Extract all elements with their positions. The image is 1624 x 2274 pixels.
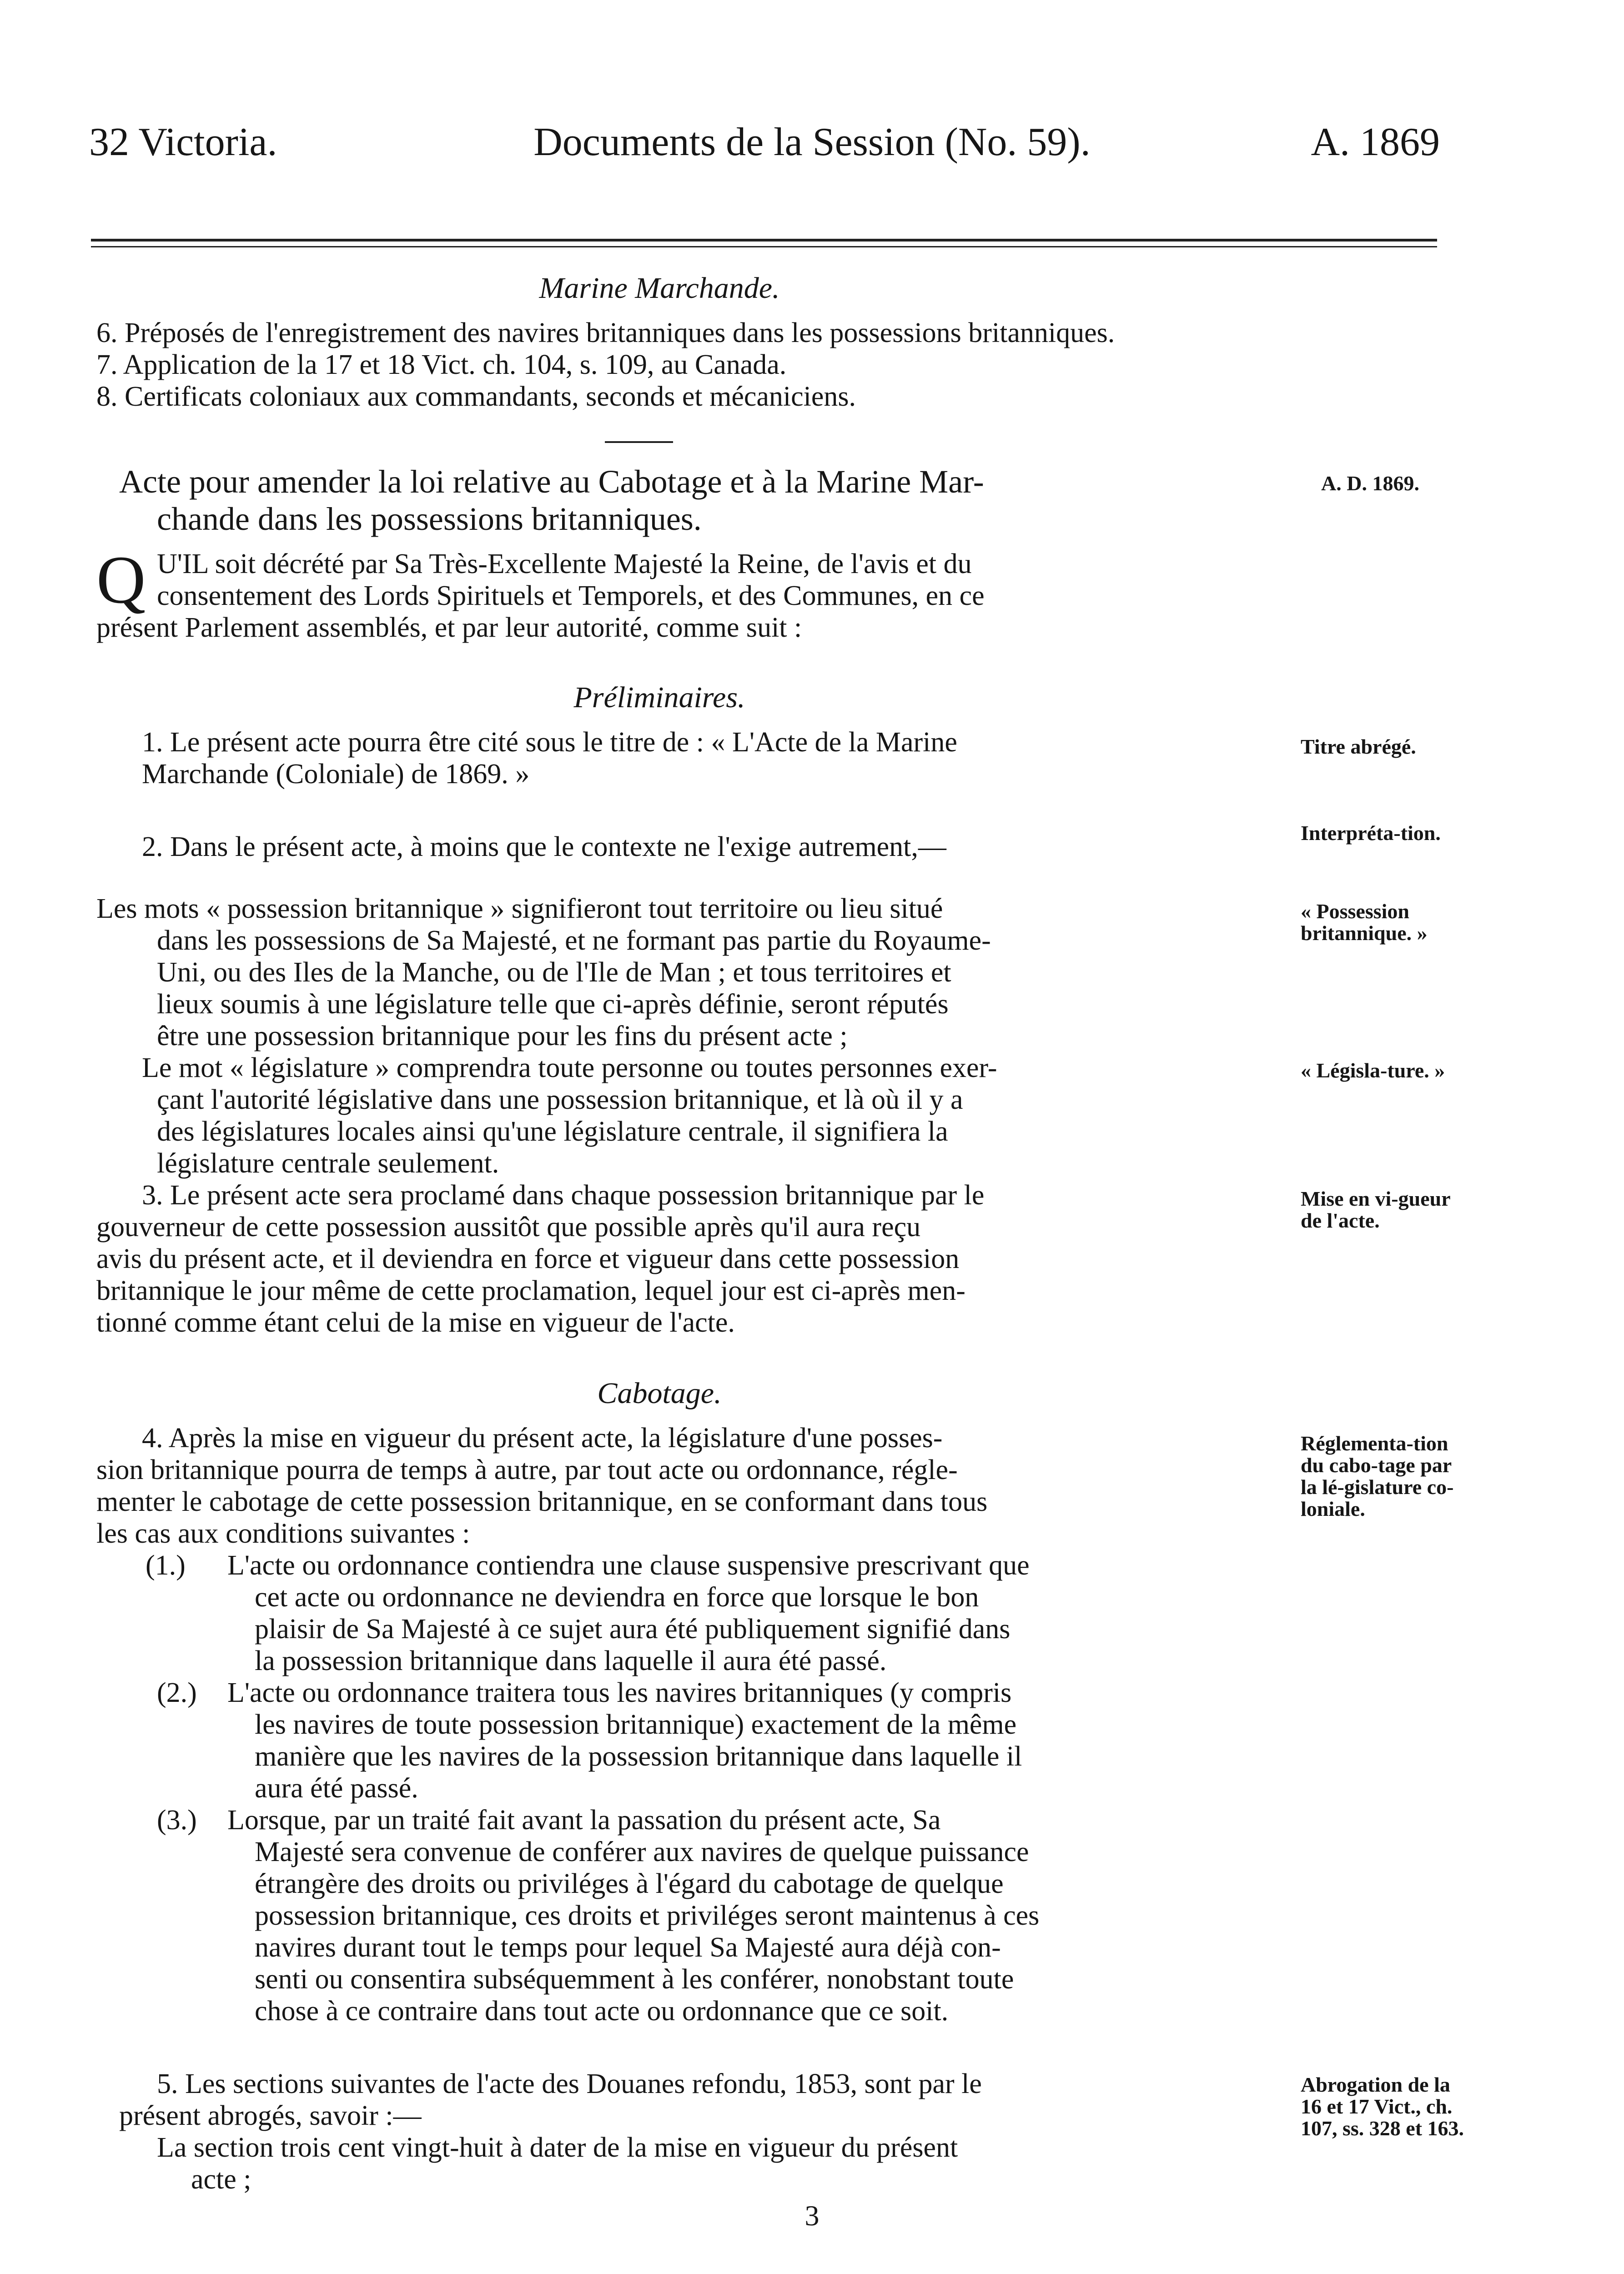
- condition-line: navires durant tout le temps pour lequel Sa Majesté aura déjà con-: [255, 1932, 1001, 1963]
- condition-line: L'acte ou ordonnance traitera tous les navires britanniques (y compris: [227, 1677, 1012, 1708]
- section-1-line: 1. Le présent acte pourra être cité sous le titre de : « L'Acte de la Marine: [142, 727, 957, 758]
- condition-line: Lorsque, par un traité fait avant la passation du présent acte, Sa: [227, 1805, 941, 1836]
- section-4-line: les cas aux conditions suivantes :: [96, 1518, 470, 1549]
- header-session-year: 32 Victoria.: [89, 120, 277, 164]
- definition-line: des législatures locales ainsi qu'une législature centrale, il signifiera la: [157, 1116, 948, 1147]
- section-4-line: sion britannique pourra de temps à autre, par tout acte ou ordonnance, régle-: [96, 1454, 958, 1485]
- condition-line: plaisir de Sa Majesté à ce sujet aura été publiquement signifié dans: [255, 1614, 1011, 1645]
- list-item: 7. Application de la 17 et 18 Vict. ch. 104, s. 109, au Canada.: [96, 349, 787, 380]
- condition-line: chose à ce contraire dans tout acte ou ordonnance que ce soit.: [255, 1996, 949, 2027]
- definition-line: Le mot « législature » comprendra toute personne ou toutes personnes exer-: [142, 1052, 997, 1083]
- margin-note-interpretation: Interpréta-tion.: [1301, 821, 1441, 845]
- margin-note-regulation: Réglementa-tion du cabo-tage par la lé-gislature co-loniale.: [1301, 1432, 1454, 1520]
- section-4-line: 4. Après la mise en vigueur du présent acte, la législature d'une posses-: [142, 1423, 943, 1454]
- margin-note-short-title: Titre abrégé.: [1301, 735, 1416, 758]
- header-rule-thin: [91, 246, 1437, 247]
- section-5-line: 5. Les sections suivantes de l'acte des Douanes refondu, 1853, sont par le: [157, 2068, 982, 2099]
- section-3-line: britannique le jour même de cette proclamation, lequel jour est ci-après men-: [96, 1275, 965, 1306]
- condition-line: aura été passé.: [255, 1773, 418, 1804]
- condition-line: Majesté sera convenue de conférer aux navires de quelque puissance: [255, 1836, 1029, 1867]
- section-3-line: 3. Le présent acte sera proclamé dans chaque possession britannique par le: [142, 1180, 985, 1211]
- definition-line: législature centrale seulement.: [157, 1148, 499, 1179]
- enactment-line: présent Parlement assemblés, et par leur autorité, comme suit :: [96, 612, 802, 643]
- condition-line: possession britannique, ces droits et priviléges seront maintenus à ces: [255, 1900, 1040, 1931]
- definition-line: Les mots « possession britannique » signifieront tout territoire ou lieu situé: [96, 893, 943, 924]
- condition-line: la possession britannique dans laquelle il aura été passé.: [255, 1645, 887, 1676]
- header-rule-thick: [91, 239, 1437, 241]
- condition-line: étrangère des droits ou priviléges à l'égard du cabotage de quelque: [255, 1868, 1004, 1899]
- margin-note-possession: « Possession britannique. »: [1301, 900, 1428, 945]
- condition-line: cet acte ou ordonnance ne deviendra en force que lorsque le bon: [255, 1582, 979, 1613]
- definition-line: lieux soumis à une législature telle que ci-après définie, seront réputés: [157, 989, 949, 1020]
- definition-line: dans les possessions de Sa Majesté, et ne formant pas partie du Royaume-: [157, 925, 991, 956]
- section-5-line: présent abrogés, savoir :—: [119, 2100, 422, 2131]
- drop-cap: Q: [96, 542, 146, 618]
- section-heading-marine: Marine Marchande.: [539, 272, 780, 305]
- margin-note-legislature: « Législa-ture. »: [1301, 1059, 1445, 1082]
- condition-line: manière que les navires de la possession britannique dans laquelle il: [255, 1741, 1022, 1772]
- section-heading-cabotage: Cabotage.: [597, 1377, 722, 1410]
- enactment-line: consentement des Lords Spirituels et Temporels, et des Communes, en ce: [157, 580, 985, 611]
- section-5-line: La section trois cent vingt-huit à dater de la mise en vigueur du présent: [157, 2132, 958, 2163]
- list-item: 6. Préposés de l'enregistrement des navires britanniques dans les possessions britanniques.: [96, 317, 1115, 348]
- separator: [605, 441, 673, 443]
- section-3-line: tionné comme étant celui de la mise en vigueur de l'acte.: [96, 1307, 735, 1338]
- margin-note-repeal: Abrogation de la 16 et 17 Vict., ch. 107, ss. 328 et 163.: [1301, 2073, 1464, 2140]
- definition-line: être une possession britannique pour les fins du présent acte ;: [157, 1021, 848, 1051]
- condition-line: senti ou consentira subséquemment à les conférer, nonobstant toute: [255, 1964, 1014, 1995]
- header-document-title: Documents de la Session (No. 59).: [533, 120, 1091, 164]
- condition-number: (3.): [157, 1805, 197, 1836]
- condition-line: les navires de toute possession britannique) exactement de la même: [255, 1709, 1017, 1740]
- section-4-line: menter le cabotage de cette possession britannique, en se conformant dans tous: [96, 1486, 988, 1517]
- section-heading-preliminaires: Préliminaires.: [573, 681, 745, 714]
- page-number: 3: [804, 2199, 820, 2232]
- section-1-line: Marchande (Coloniale) de 1869. »: [142, 759, 530, 790]
- margin-note-commencement: Mise en vi-gueur de l'acte.: [1301, 1187, 1450, 1232]
- condition-line: L'acte ou ordonnance contiendra une clause suspensive prescrivant que: [227, 1550, 1030, 1581]
- act-title-line: chande dans les possessions britanniques.: [157, 501, 702, 537]
- list-item: 8. Certificats coloniaux aux commandants, seconds et mécaniciens.: [96, 381, 856, 412]
- section-3-line: gouverneur de cette possession aussitôt que possible après qu'il aura reçu: [96, 1212, 921, 1243]
- section-3-line: avis du présent acte, et il deviendra en force et vigueur dans cette possession: [96, 1243, 960, 1274]
- condition-number: (1.): [146, 1550, 186, 1581]
- section-5-line: acte ;: [191, 2164, 251, 2195]
- enactment-line: U'IL soit décrété par Sa Très-Excellente Majesté la Reine, de l'avis et du: [157, 548, 972, 579]
- header-year: A. 1869: [1311, 120, 1440, 164]
- condition-number: (2.): [157, 1677, 197, 1708]
- definition-line: Uni, ou des Iles de la Manche, ou de l'Ile de Man ; et tous territoires et: [157, 957, 951, 988]
- margin-note-year: A. D. 1869.: [1321, 472, 1419, 495]
- act-title-line: Acte pour amender la loi relative au Cabotage et à la Marine Mar-: [119, 463, 984, 500]
- section-2-line: 2. Dans le présent acte, à moins que le contexte ne l'exige autrement,—: [142, 831, 946, 862]
- definition-line: çant l'autorité législative dans une possession britannique, et là où il y a: [157, 1084, 963, 1115]
